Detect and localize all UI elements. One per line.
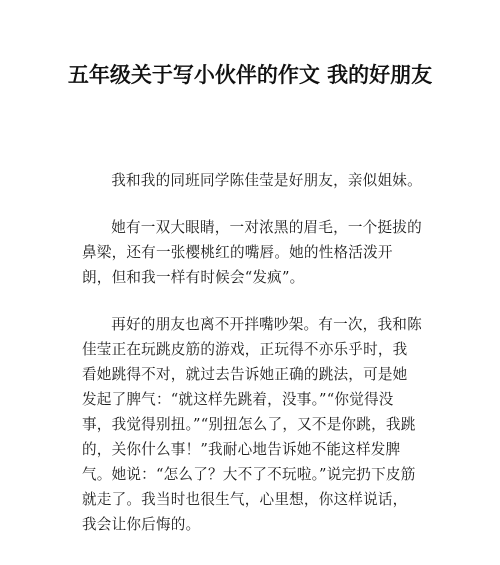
document-body bbox=[82, 168, 422, 537]
document-title: 五年级关于写小伙伴的作文 我的好朋友 bbox=[67, 63, 433, 87]
paragraph-3: 再好的朋友也离不开拌嘴吵架。有一次，我和陈佳莹正在玩跳皮筋的游戏，正玩得不亦乐乎时，我看她跳得不对，就过去告诉她正确的跳法，可是她发起了脾气：“就这样先跳着，没事。”“你觉得没事，我觉得别扭。”“别扭怎么了，又不是你跳，我跳的，关你什么事！”我耐心地告诉她不能这样发脾气。她说：“怎么了？大不了不玩啦。”说完扔下皮筋就走了。我当时也很生气，心里想，你这样说话，我会让你后悔的。 bbox=[82, 316, 422, 533]
paragraph-1: 我和我的同班同学陈佳莹是好朋友，亲似姐妹。 bbox=[111, 172, 422, 189]
paragraph-2: 她有一双大眼睛，一对浓黑的眉毛，一个挺拔的鼻梁，还有一张樱桃红的嘴唇。她的性格活泼开朗，但和我一样有时候会“发疯”。 bbox=[82, 219, 422, 286]
